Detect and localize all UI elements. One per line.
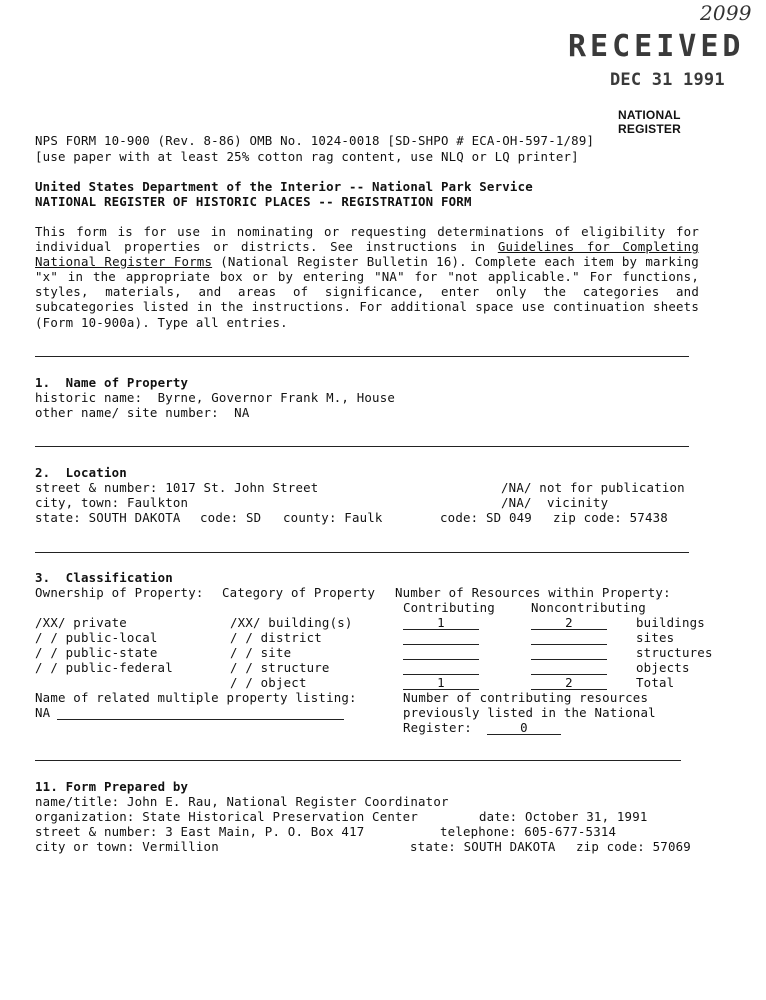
- divider: [35, 760, 681, 761]
- divider: [35, 356, 689, 357]
- category-structure: / / structure: [230, 660, 330, 675]
- previously-listed-line3: Register:: [403, 720, 472, 735]
- instructions-line-2: [35, 240, 699, 254]
- section1-heading: 1. Name of Property: [35, 375, 189, 390]
- city-town: city, town: Faulkton: [35, 495, 189, 510]
- previously-listed-line1: Number of contributing resources: [403, 690, 649, 705]
- ownership-public-state: / / public-state: [35, 645, 158, 660]
- section2-heading: 2. Location: [35, 465, 127, 480]
- resources-label: Number of Resources within Property:: [395, 585, 671, 600]
- instructions-line-4: "x" in the appropriate box or by entering "NA" for "not applicable." For functions,: [35, 269, 699, 284]
- resource-type-sites: sites: [636, 630, 675, 645]
- county-field: county: Faulk: [283, 510, 383, 525]
- noncontributing-label: Noncontributing: [531, 600, 646, 615]
- stamp-office-line2: REGISTER: [618, 122, 681, 136]
- preparer-date: date: October 31, 1991: [479, 809, 648, 824]
- ownership-public-local: / / public-local: [35, 630, 158, 645]
- ownership-private: /XX/ private: [35, 615, 127, 630]
- noncontributing-structures: [531, 646, 607, 660]
- category-buildings: /XX/ building(s): [230, 615, 353, 630]
- contributing-structures: [403, 646, 479, 660]
- state-field: state: SOUTH DAKOTA: [35, 510, 181, 525]
- form-number-line: NPS FORM 10-900 (Rev. 8-86) OMB No. 1024-0018 [SD-SHPO # ECA-OH-597-1/89]: [35, 133, 595, 148]
- preparer-organization: organization: State Historical Preservation Center: [35, 809, 419, 824]
- instructions-line-1: This form is for use in nominating or requesting determinations of eligibility for: [35, 224, 699, 239]
- previously-listed-line2: previously listed in the National: [403, 705, 656, 720]
- instructions-line-5: styles, materials, and areas of significance, enter only the categories and: [35, 284, 699, 299]
- not-for-publication: /NA/ not for publication: [501, 480, 685, 495]
- other-name: other name/ site number: NA: [35, 405, 250, 420]
- previously-listed-count: 0: [487, 721, 561, 735]
- multiple-listing-value: NA: [35, 705, 51, 720]
- street-number: street & number: 1017 St. John Street: [35, 480, 319, 495]
- category-label: Category of Property: [222, 585, 376, 600]
- contributing-label: Contributing: [403, 600, 495, 615]
- state-code: code: SD: [200, 510, 262, 525]
- preparer-street: street & number: 3 East Main, P. O. Box 417: [35, 824, 365, 839]
- divider: [35, 552, 689, 553]
- county-code: code: SD 049: [440, 510, 532, 525]
- instructions-line-6: subcategories listed in the instructions. For additional space use continuation sheets: [35, 299, 699, 314]
- contributing-objects: [403, 661, 479, 675]
- noncontributing-total: 2: [531, 676, 607, 690]
- contributing-buildings: 1: [403, 616, 479, 630]
- form-title: NATIONAL REGISTER OF HISTORIC PLACES -- REGISTRATION FORM: [35, 194, 472, 209]
- ownership-public-federal: / / public-federal: [35, 660, 173, 675]
- preparer-name: name/title: John E. Rau, National Register Coordinator: [35, 794, 449, 809]
- handwritten-number: 2099: [700, 1, 752, 25]
- resource-type-structures: structures: [636, 645, 713, 660]
- preparer-city: city or town: Vermillion: [35, 839, 219, 854]
- multiple-listing-underline: [57, 719, 344, 720]
- ownership-label: Ownership of Property:: [35, 585, 204, 600]
- multiple-listing-label: Name of related multiple property listing:: [35, 690, 357, 705]
- instructions-line-7: (Form 10-900a). Type all entries.: [35, 315, 288, 330]
- register-forms-link: National Register Forms: [35, 254, 213, 269]
- section3-heading: 3. Classification: [35, 570, 173, 585]
- department-title: United States Department of the Interior -- National Park Service: [35, 179, 533, 194]
- resource-type-total: Total: [636, 675, 675, 690]
- instructions-text: individual properties or districts. See instructions in: [35, 239, 486, 254]
- preparer-zip: zip code: 57069: [576, 839, 691, 854]
- noncontributing-buildings: 2: [531, 616, 607, 630]
- noncontributing-objects: [531, 661, 607, 675]
- section11-heading: 11. Form Prepared by: [35, 779, 189, 794]
- preparer-telephone: telephone: 605-677-5314: [440, 824, 617, 839]
- historic-name: historic name: Byrne, Governor Frank M., House: [35, 390, 396, 405]
- divider: [35, 446, 689, 447]
- stamp-office-line1: NATIONAL: [618, 108, 681, 122]
- resource-type-buildings: buildings: [636, 615, 705, 630]
- instructions-line-3: [35, 255, 699, 269]
- guidelines-link: Guidelines for Completing: [497, 239, 699, 254]
- paper-note: [use paper with at least 25% cotton rag content, use NLQ or LQ printer]: [35, 149, 579, 164]
- zip-code: zip code: 57438: [553, 510, 668, 525]
- category-object: / / object: [230, 675, 307, 690]
- received-date-stamp: DEC 31 1991: [610, 70, 725, 90]
- preparer-state: state: SOUTH DAKOTA: [410, 839, 556, 854]
- received-stamp: RECEIVED: [568, 29, 745, 64]
- instructions-text: (National Register Bulletin 16). Complete each item by marking: [220, 254, 699, 269]
- resource-type-objects: objects: [636, 660, 690, 675]
- noncontributing-sites: [531, 631, 607, 645]
- category-site: / / site: [230, 645, 292, 660]
- contributing-sites: [403, 631, 479, 645]
- category-district: / / district: [230, 630, 322, 645]
- contributing-total: 1: [403, 676, 479, 690]
- vicinity: /NA/ vicinity: [501, 495, 609, 510]
